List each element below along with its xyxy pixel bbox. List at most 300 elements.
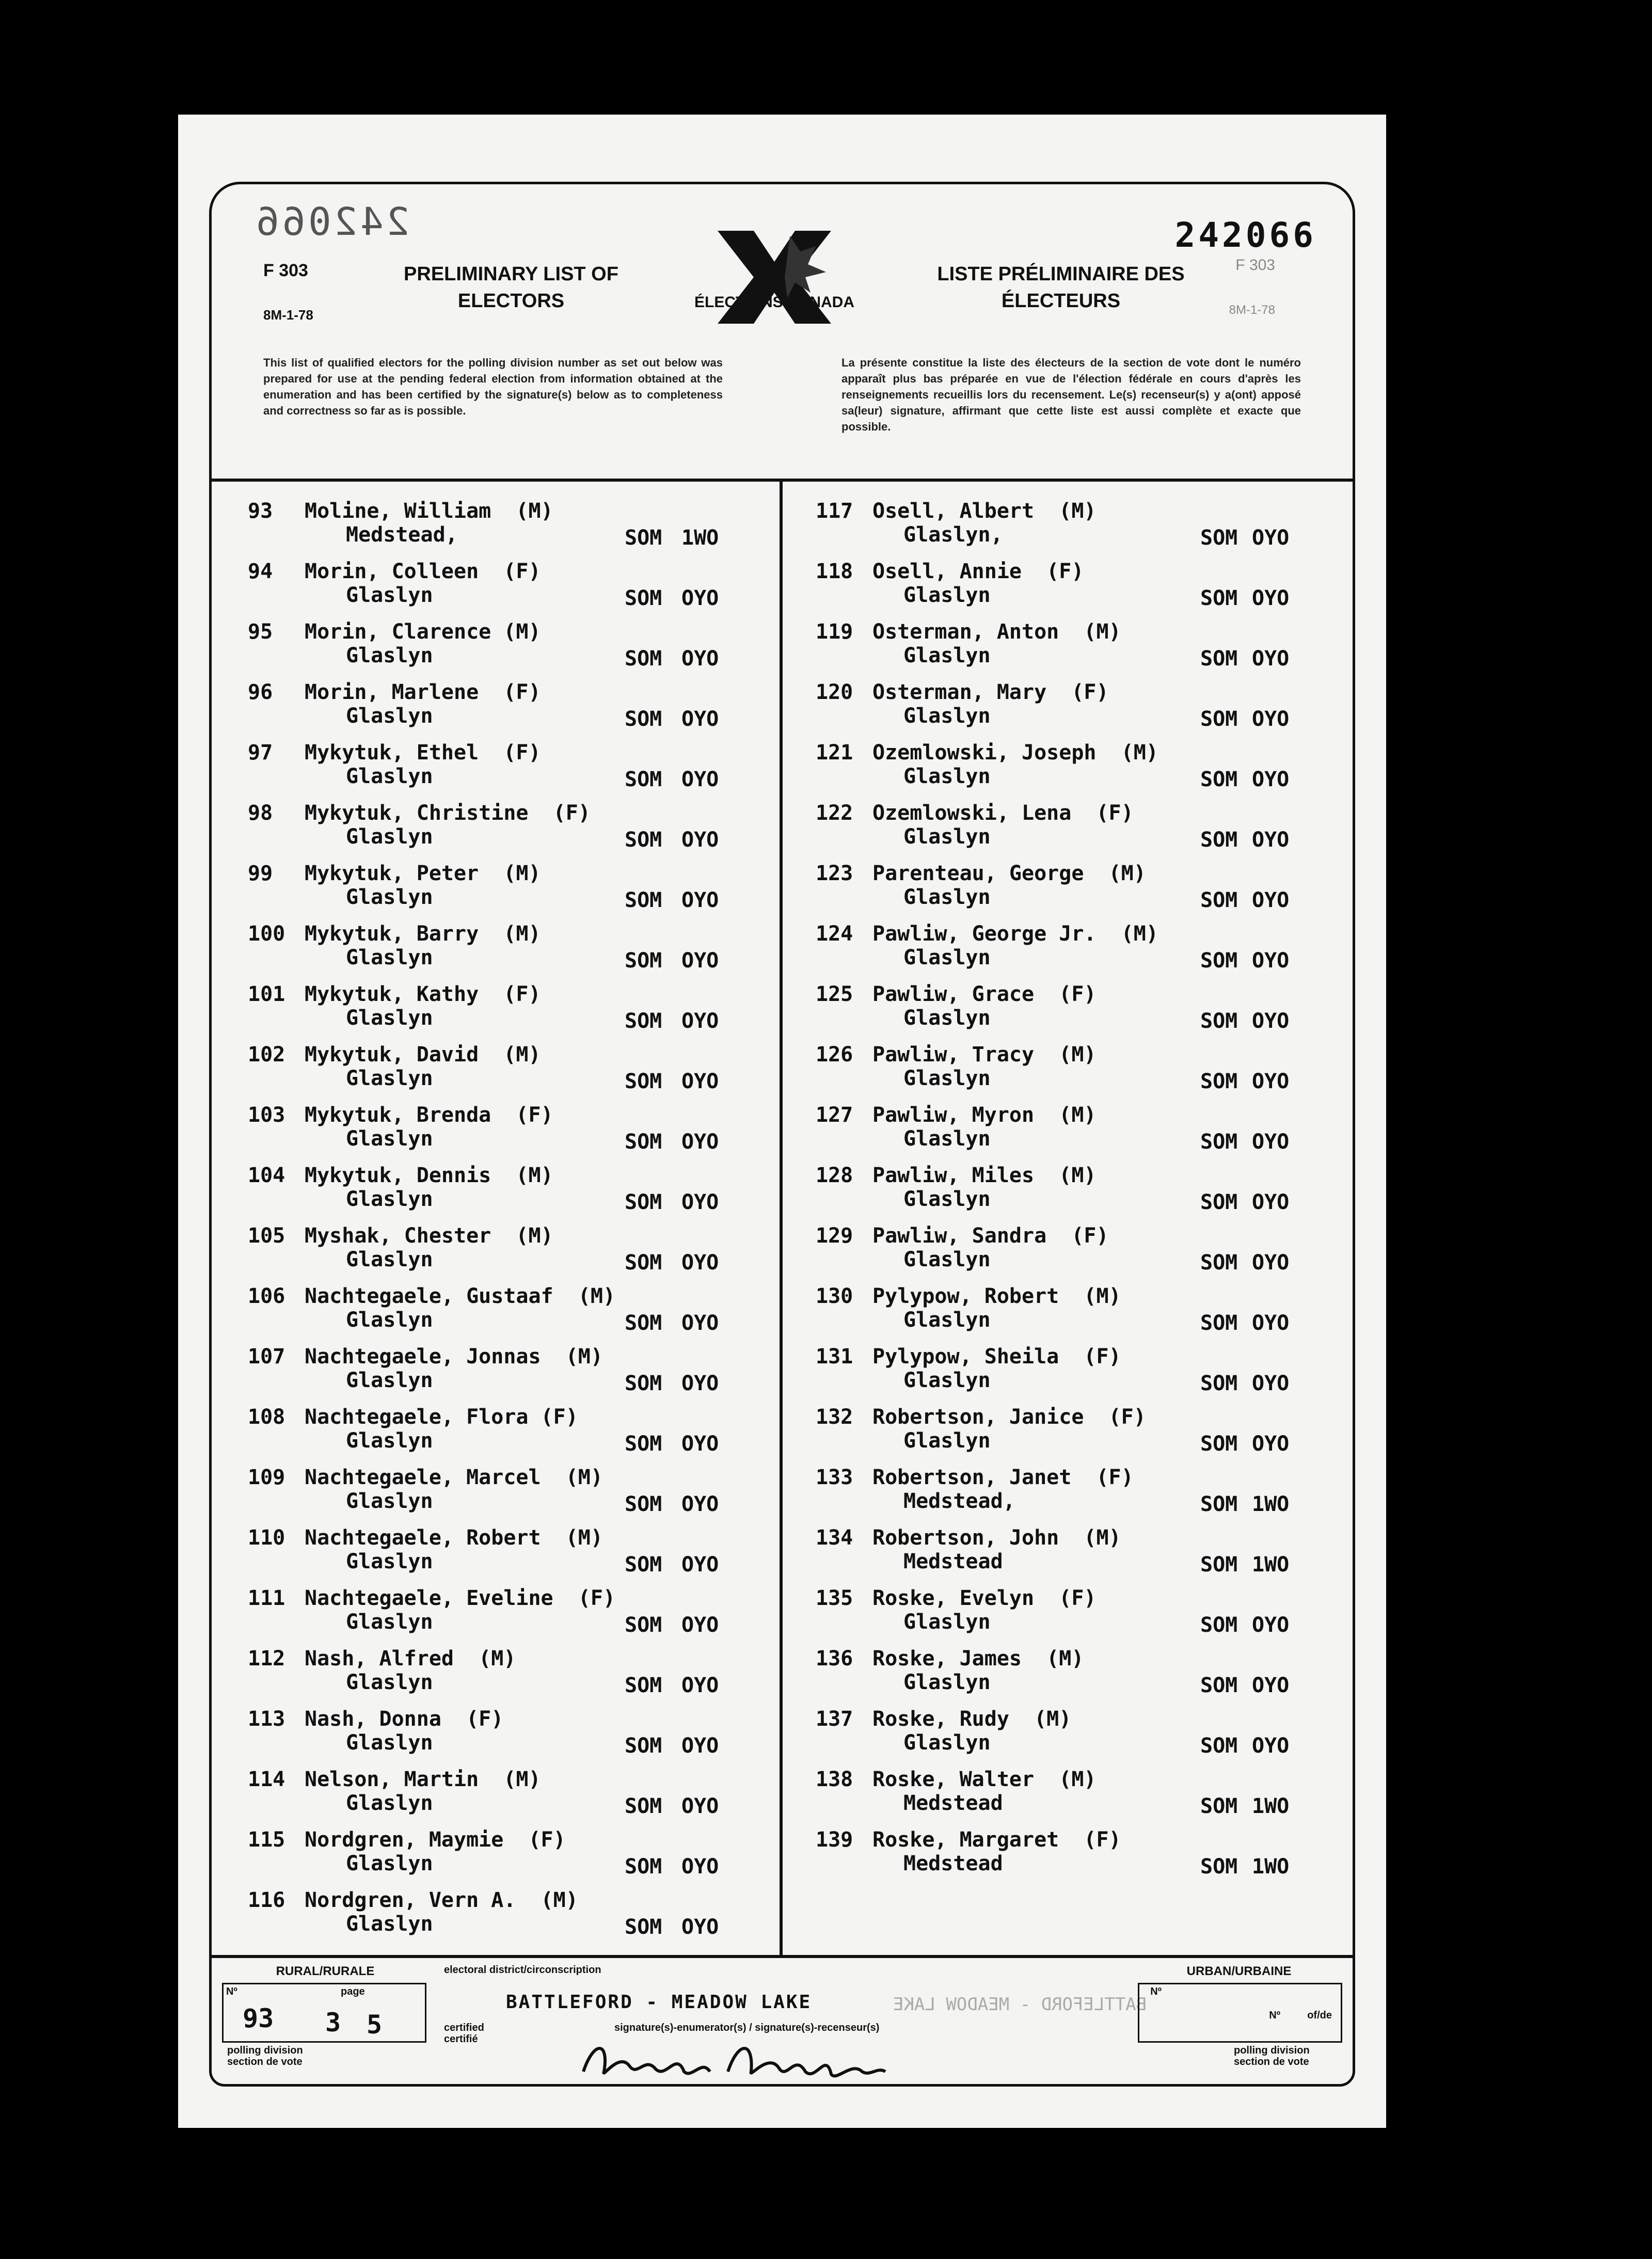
elector-occupation-code: OYO	[681, 1009, 719, 1033]
elector-occupation-code: 1WO	[681, 526, 719, 550]
elector-entry	[790, 1400, 1337, 1460]
form-date-ghost: 8M-1-78	[1229, 303, 1275, 317]
elector-number: 130	[816, 1284, 853, 1308]
elector-number: 111	[248, 1586, 285, 1610]
elector-province-code: SOM	[1200, 768, 1238, 791]
elector-occupation-code: OYO	[681, 1855, 719, 1879]
elector-number: 125	[816, 982, 853, 1006]
urban-no-label: Nº	[1150, 1986, 1162, 1997]
column-divider	[780, 479, 783, 1955]
elector-province-code: SOM	[625, 647, 662, 671]
elector-province-code: SOM	[1200, 1613, 1238, 1637]
elector-occupation-code: OYO	[681, 888, 719, 912]
elector-name: Pawliw, Myron (M)	[872, 1103, 1097, 1127]
elector-entry	[217, 1340, 764, 1400]
elector-number: 116	[248, 1888, 285, 1912]
elector-province-code: SOM	[625, 1311, 662, 1335]
elector-occupation-code: OYO	[681, 1553, 719, 1577]
elector-entry	[217, 977, 764, 1038]
elector-occupation-code: OYO	[1252, 1251, 1290, 1275]
elector-entry	[790, 1098, 1337, 1158]
elector-occupation-code: OYO	[1252, 707, 1290, 731]
elector-entry	[790, 1762, 1337, 1823]
elector-entry	[217, 1279, 764, 1340]
elector-entry	[790, 1521, 1337, 1581]
elector-number: 120	[816, 680, 853, 704]
elector-province-code: SOM	[625, 1734, 662, 1758]
elector-entry	[217, 1460, 764, 1521]
elector-address: Glaslyn	[903, 946, 991, 969]
form-header	[212, 184, 1353, 482]
elector-name: Myshak, Chester (M)	[305, 1224, 553, 1248]
elector-name: Mykytuk, Brenda (F)	[305, 1103, 553, 1127]
elector-entry	[790, 494, 1337, 554]
elector-name: Nachtegaele, Eveline (F)	[305, 1586, 616, 1610]
elector-province-code: SOM	[625, 586, 662, 610]
elector-address: Glaslyn	[903, 1369, 991, 1392]
elector-number: 135	[816, 1586, 853, 1610]
rural-polling-division-label: polling division section de vote	[227, 2045, 303, 2067]
elector-province-code: SOM	[1200, 1855, 1238, 1879]
elector-occupation-code: OYO	[681, 1734, 719, 1758]
elector-province-code: SOM	[1200, 707, 1238, 731]
form-footer	[212, 1955, 1353, 2087]
elector-province-code: SOM	[1200, 1130, 1238, 1154]
elector-name: Mykytuk, David (M)	[305, 1043, 541, 1067]
elector-address: Glaslyn	[903, 583, 991, 607]
elector-occupation-code: 1WO	[1252, 1855, 1290, 1879]
elector-occupation-code: OYO	[681, 1190, 719, 1214]
elector-entry	[217, 1702, 764, 1762]
elector-name: Morin, Marlene (F)	[305, 680, 541, 704]
elector-province-code: SOM	[1200, 1372, 1238, 1395]
polling-division-number: 93	[243, 2003, 274, 2033]
elector-address: Glaslyn	[346, 885, 433, 909]
elector-province-code: SOM	[625, 1674, 662, 1697]
elector-number: 115	[248, 1828, 285, 1852]
elector-occupation-code: OYO	[1252, 768, 1290, 791]
elector-address: Glaslyn	[903, 885, 991, 909]
elector-occupation-code: OYO	[681, 1432, 719, 1456]
left-electors-column	[217, 494, 764, 1944]
elector-province-code: SOM	[1200, 949, 1238, 973]
elector-name: Roske, Margaret (F)	[872, 1828, 1121, 1852]
elector-number: 93	[248, 499, 273, 523]
elector-entry	[217, 675, 764, 736]
elector-address: Glaslyn	[346, 1731, 433, 1755]
elector-province-code: SOM	[625, 1372, 662, 1395]
elector-entry	[217, 1038, 764, 1098]
elector-entry	[790, 1279, 1337, 1340]
elector-occupation-code: 1WO	[1252, 1492, 1290, 1516]
elector-occupation-code: OYO	[681, 1915, 719, 1939]
elector-name: Roske, Rudy (M)	[872, 1707, 1072, 1731]
elector-name: Nash, Alfred (M)	[305, 1647, 516, 1671]
elector-province-code: SOM	[1200, 888, 1238, 912]
rural-label: RURAL/RURALE	[276, 1964, 375, 1978]
urban-label: URBAN/URBAINE	[1186, 1964, 1292, 1978]
elector-occupation-code: OYO	[681, 1251, 719, 1275]
elector-name: Roske, Evelyn (F)	[872, 1586, 1097, 1610]
elector-province-code: SOM	[625, 1492, 662, 1516]
elector-name: Morin, Clarence (M)	[305, 620, 541, 644]
electoral-district-ghost: BATTLEFORD - MEADOW LAKE	[893, 1994, 1147, 2015]
elector-province-code: SOM	[625, 1553, 662, 1577]
elector-province-code: SOM	[1200, 1432, 1238, 1456]
rural-no-label: Nº	[226, 1986, 237, 1997]
elector-address: Glaslyn	[346, 1006, 433, 1030]
elector-province-code: SOM	[625, 768, 662, 791]
elector-occupation-code: OYO	[681, 828, 719, 852]
elector-occupation-code: OYO	[1252, 526, 1290, 550]
elector-entry	[790, 917, 1337, 977]
right-electors-column	[790, 494, 1337, 1883]
elector-number: 107	[248, 1345, 285, 1369]
elector-number: 94	[248, 560, 273, 583]
elector-address: Glaslyn	[903, 1127, 991, 1151]
elector-name: Ozemlowski, Joseph (M)	[872, 741, 1158, 765]
elector-entry	[217, 736, 764, 796]
elector-name: Nachtegaele, Flora (F)	[305, 1405, 578, 1429]
elector-number: 126	[816, 1043, 853, 1067]
elector-address: Glaslyn	[903, 765, 991, 788]
elector-occupation-code: OYO	[681, 1674, 719, 1697]
elector-province-code: SOM	[1200, 1311, 1238, 1335]
elector-address: Glaslyn	[346, 946, 433, 969]
elector-province-code: SOM	[1200, 1251, 1238, 1275]
elector-occupation-code: 1WO	[1252, 1794, 1290, 1818]
elector-address: Glaslyn	[346, 1550, 433, 1573]
elector-province-code: SOM	[625, 1432, 662, 1456]
elector-occupation-code: 1WO	[1252, 1553, 1290, 1577]
elector-entry	[790, 1219, 1337, 1279]
elector-entry	[790, 1340, 1337, 1400]
elector-province-code: SOM	[625, 1251, 662, 1275]
elector-address: Glaslyn	[346, 1610, 433, 1634]
form-number: F 303	[263, 261, 308, 280]
elector-name: Mykytuk, Peter (M)	[305, 862, 541, 885]
elector-address: Medstead,	[903, 1489, 1015, 1513]
elector-entry	[790, 1581, 1337, 1642]
elector-entry	[790, 1158, 1337, 1219]
elector-name: Mykytuk, Dennis (M)	[305, 1164, 553, 1187]
elector-entry	[790, 1642, 1337, 1702]
page-of: 5	[367, 2010, 383, 2040]
elector-entry	[217, 1762, 764, 1823]
elector-address: Glaslyn	[346, 583, 433, 607]
serial-number: 242066	[1174, 215, 1316, 255]
elector-occupation-code: OYO	[1252, 828, 1290, 852]
elector-province-code: SOM	[625, 949, 662, 973]
elector-number: 102	[248, 1043, 285, 1067]
elector-name: Nordgren, Vern A. (M)	[305, 1888, 578, 1912]
elector-name: Robertson, Janet (F)	[872, 1466, 1134, 1489]
elector-province-code: SOM	[1200, 1553, 1238, 1577]
elector-number: 121	[816, 741, 853, 765]
elector-number: 132	[816, 1405, 853, 1429]
elector-number: 129	[816, 1224, 853, 1248]
elector-number: 99	[248, 862, 273, 885]
elector-number: 103	[248, 1103, 285, 1127]
elector-name: Mykytuk, Kathy (F)	[305, 982, 541, 1006]
urban-no-label-2: Nº	[1269, 2010, 1280, 2021]
elector-address: Glaslyn	[903, 1671, 991, 1694]
signature-label: signature(s)-enumerator(s) / signature(s)-recenseur(s)	[614, 2022, 880, 2033]
elector-address: Glaslyn	[903, 1429, 991, 1453]
elector-address: Glaslyn	[903, 1610, 991, 1634]
elector-occupation-code: OYO	[1252, 586, 1290, 610]
elector-number: 98	[248, 801, 273, 825]
elector-number: 123	[816, 862, 853, 885]
elector-entry	[790, 856, 1337, 917]
electors-list-sheet	[178, 115, 1386, 2128]
elector-entry	[790, 796, 1337, 856]
urban-of-label: of/de	[1307, 2010, 1332, 2021]
page-number: 3	[325, 2008, 341, 2038]
elector-address: Medstead,	[346, 523, 458, 547]
elector-name: Pawliw, Grace (F)	[872, 982, 1097, 1006]
elector-entry	[217, 1521, 764, 1581]
elector-number: 114	[248, 1768, 285, 1791]
elector-occupation-code: OYO	[681, 1613, 719, 1637]
elector-number: 97	[248, 741, 273, 765]
elector-entry	[217, 917, 764, 977]
elector-province-code: SOM	[625, 1070, 662, 1093]
elector-address: Glaslyn	[346, 704, 433, 728]
elector-number: 109	[248, 1466, 285, 1489]
elector-province-code: SOM	[1200, 1190, 1238, 1214]
elector-number: 112	[248, 1647, 285, 1671]
elector-address: Glaslyn	[346, 1852, 433, 1875]
intro-text-french: La présente constitue la liste des électeurs de la section de vote dont le numéro apparaît plus bas préparée en vue de l'élection fédérale en cours d'après les renseignements recueillis lors du recensement. Le(s) recenseur(s) y a(ont) apposé sa(leur) signature, affirmant que cette liste est aussi complète et exacte que possible.	[841, 356, 1301, 433]
elector-address: Glaslyn	[346, 1791, 433, 1815]
elector-occupation-code: OYO	[681, 1492, 719, 1516]
elector-number: 127	[816, 1103, 853, 1127]
elector-number: 122	[816, 801, 853, 825]
elector-number: 128	[816, 1164, 853, 1187]
elector-entry	[790, 1823, 1337, 1883]
elector-entry	[217, 856, 764, 917]
elector-entry	[790, 615, 1337, 675]
elector-address: Glaslyn	[346, 1248, 433, 1271]
elector-entry	[217, 796, 764, 856]
elector-entry	[217, 554, 764, 615]
elector-number: 131	[816, 1345, 853, 1369]
elector-province-code: SOM	[625, 1009, 662, 1033]
elector-address: Glaslyn	[903, 1308, 991, 1332]
elections-canada-logo-icon	[697, 215, 852, 349]
elector-number: 118	[816, 560, 853, 583]
elector-address: Glaslyn	[903, 704, 991, 728]
elector-address: Glaslyn	[346, 1187, 433, 1211]
elector-province-code: SOM	[625, 828, 662, 852]
elector-occupation-code: OYO	[1252, 1311, 1290, 1335]
form-number-ghost: F 303	[1235, 257, 1275, 274]
elector-number: 101	[248, 982, 285, 1006]
elector-occupation-code: OYO	[681, 707, 719, 731]
elector-number: 110	[248, 1526, 285, 1550]
elector-name: Osterman, Anton (M)	[872, 620, 1121, 644]
elector-number: 119	[816, 620, 853, 644]
elector-address: Glaslyn	[346, 644, 433, 667]
elector-entry	[217, 1642, 764, 1702]
elector-province-code: SOM	[625, 1130, 662, 1154]
elector-occupation-code: OYO	[681, 1311, 719, 1335]
elector-occupation-code: OYO	[681, 1372, 719, 1395]
elector-occupation-code: OYO	[681, 586, 719, 610]
elector-address: Medstead	[903, 1791, 1003, 1815]
elector-address: Glaslyn	[346, 1671, 433, 1694]
elector-entry	[217, 1581, 764, 1642]
elector-entry	[217, 1883, 764, 1944]
elector-occupation-code: OYO	[1252, 888, 1290, 912]
elector-address: Glaslyn,	[903, 523, 1003, 547]
elector-number: 139	[816, 1828, 853, 1852]
elector-name: Parenteau, George (M)	[872, 862, 1146, 885]
elector-number: 104	[248, 1164, 285, 1187]
elector-name: Nordgren, Maymie (F)	[305, 1828, 566, 1852]
elector-address: Glaslyn	[903, 644, 991, 667]
elector-name: Mykytuk, Ethel (F)	[305, 741, 541, 765]
elector-province-code: SOM	[1200, 828, 1238, 852]
elector-occupation-code: OYO	[681, 768, 719, 791]
certified-label: certified certifié	[444, 2022, 484, 2045]
elector-address: Glaslyn	[346, 1127, 433, 1151]
elector-occupation-code: OYO	[1252, 1009, 1290, 1033]
elector-occupation-code: OYO	[1252, 1070, 1290, 1093]
elector-occupation-code: OYO	[1252, 1190, 1290, 1214]
elector-address: Glaslyn	[346, 1067, 433, 1090]
title-english: PRELIMINARY LIST OF ELECTORS	[404, 263, 618, 312]
elector-name: Osell, Annie (F)	[872, 560, 1084, 583]
elector-address: Glaslyn	[346, 1912, 433, 1936]
elector-occupation-code: OYO	[1252, 949, 1290, 973]
elector-occupation-code: OYO	[681, 1794, 719, 1818]
elector-number: 95	[248, 620, 273, 644]
elector-entry	[217, 1219, 764, 1279]
elector-occupation-code: OYO	[1252, 1734, 1290, 1758]
elector-name: Nash, Donna (F)	[305, 1707, 504, 1731]
elector-name: Osterman, Mary (F)	[872, 680, 1109, 704]
elector-number: 106	[248, 1284, 285, 1308]
elector-number: 108	[248, 1405, 285, 1429]
elector-province-code: SOM	[1200, 1492, 1238, 1516]
elector-name: Pylypow, Robert (M)	[872, 1284, 1121, 1308]
elector-number: 105	[248, 1224, 285, 1248]
elector-address: Medstead	[903, 1852, 1003, 1875]
elector-address: Glaslyn	[903, 1006, 991, 1030]
logo-text: ÉLECTIONS CANADA	[694, 294, 854, 311]
elector-address: Glaslyn	[346, 1429, 433, 1453]
elector-province-code: SOM	[625, 707, 662, 731]
elector-name: Ozemlowski, Lena (F)	[872, 801, 1134, 825]
elector-name: Mykytuk, Barry (M)	[305, 922, 541, 946]
elector-address: Glaslyn	[346, 765, 433, 788]
elector-number: 117	[816, 499, 853, 523]
elector-number: 134	[816, 1526, 853, 1550]
elector-entry	[790, 736, 1337, 796]
elector-name: Pawliw, Sandra (F)	[872, 1224, 1109, 1248]
elector-number: 96	[248, 680, 273, 704]
elector-occupation-code: OYO	[1252, 1130, 1290, 1154]
serial-number-mirrored: 242066	[253, 200, 410, 244]
elector-province-code: SOM	[1200, 1674, 1238, 1697]
elector-address: Glaslyn	[346, 1369, 433, 1392]
elector-entry	[790, 977, 1337, 1038]
elector-name: Robertson, Janice (F)	[872, 1405, 1146, 1429]
rural-page-label: page	[341, 1986, 365, 1997]
elector-province-code: SOM	[625, 1613, 662, 1637]
elector-entry	[217, 1098, 764, 1158]
elector-province-code: SOM	[625, 1190, 662, 1214]
elector-province-code: SOM	[625, 1794, 662, 1818]
elector-province-code: SOM	[625, 888, 662, 912]
elector-province-code: SOM	[1200, 1734, 1238, 1758]
elector-province-code: SOM	[1200, 647, 1238, 671]
elector-entry	[217, 494, 764, 554]
elector-name: Pawliw, George Jr. (M)	[872, 922, 1158, 946]
elector-province-code: SOM	[1200, 1070, 1238, 1093]
title-french: LISTE PRÉLIMINAIRE DES ÉLECTEURS	[937, 263, 1185, 312]
elector-province-code: SOM	[1200, 1794, 1238, 1818]
elector-name: Morin, Colleen (F)	[305, 560, 541, 583]
elector-number: 133	[816, 1466, 853, 1489]
form-frame	[209, 182, 1355, 2087]
intro-text-english: This list of qualified electors for the polling division number as set out below was prepared for use at the pending federal election from information obtained at the enumeration and has been certified by the signature(s) below as to completeness and correctness so far as is possible.	[263, 356, 723, 417]
elector-address: Medstead	[903, 1550, 1003, 1573]
elector-address: Glaslyn	[903, 1067, 991, 1090]
elector-province-code: SOM	[625, 1915, 662, 1939]
elector-number: 136	[816, 1647, 853, 1671]
elector-name: Pawliw, Tracy (M)	[872, 1043, 1097, 1067]
elector-province-code: SOM	[625, 1855, 662, 1879]
elector-number: 113	[248, 1707, 285, 1731]
elector-name: Nachtegaele, Jonnas (M)	[305, 1345, 603, 1369]
elector-name: Nachtegaele, Marcel (M)	[305, 1466, 603, 1489]
elector-entry	[217, 1823, 764, 1883]
elector-entry	[790, 675, 1337, 736]
elector-name: Roske, Walter (M)	[872, 1768, 1097, 1791]
elector-entry	[790, 1702, 1337, 1762]
elector-name: Pylypow, Sheila (F)	[872, 1345, 1121, 1369]
elector-address: Glaslyn	[346, 825, 433, 849]
elector-name: Robertson, John (M)	[872, 1526, 1121, 1550]
elector-name: Nachtegaele, Robert (M)	[305, 1526, 603, 1550]
form-date: 8M-1-78	[263, 307, 313, 323]
elector-address: Glaslyn	[346, 1308, 433, 1332]
elector-name: Osell, Albert (M)	[872, 499, 1097, 523]
elector-address: Glaslyn	[903, 1731, 991, 1755]
elector-province-code: SOM	[1200, 526, 1238, 550]
enumerator-signature	[573, 2030, 893, 2087]
elector-occupation-code: OYO	[1252, 1432, 1290, 1456]
elector-entry	[217, 615, 764, 675]
elector-name: Moline, William (M)	[305, 499, 553, 523]
elector-occupation-code: OYO	[681, 1130, 719, 1154]
elector-occupation-code: OYO	[681, 949, 719, 973]
elector-entry	[217, 1400, 764, 1460]
elector-province-code: SOM	[1200, 1009, 1238, 1033]
elector-occupation-code: OYO	[1252, 1674, 1290, 1697]
elector-number: 137	[816, 1707, 853, 1731]
elector-number: 124	[816, 922, 853, 946]
elector-name: Pawliw, Miles (M)	[872, 1164, 1097, 1187]
elector-province-code: SOM	[1200, 586, 1238, 610]
urban-polling-division-label: polling division section de vote	[1234, 2045, 1310, 2067]
district-label: electoral district/circonscription	[444, 1964, 601, 1976]
elector-number: 100	[248, 922, 285, 946]
elector-entry	[790, 1038, 1337, 1098]
